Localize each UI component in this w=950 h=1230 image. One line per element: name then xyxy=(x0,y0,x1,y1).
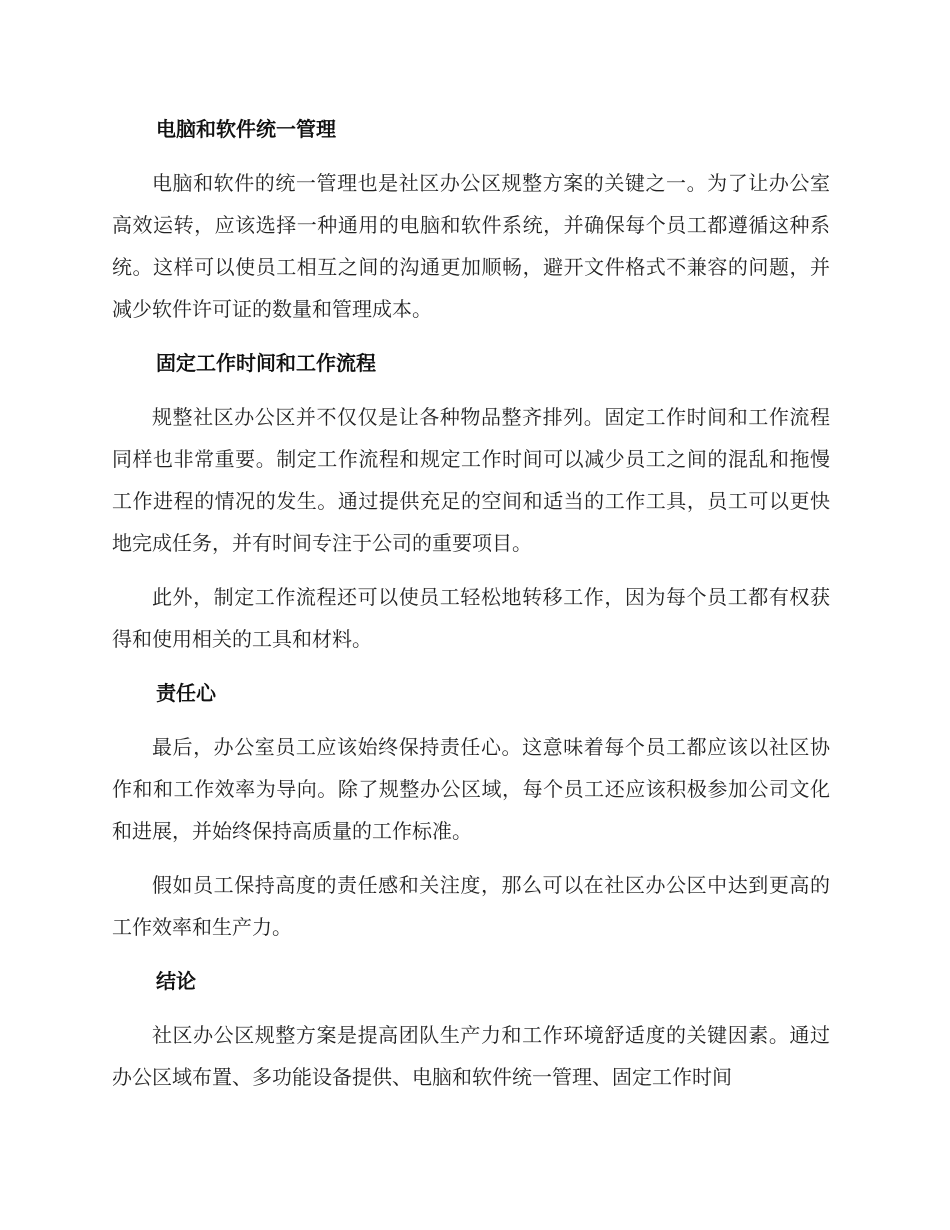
paragraph-work-time-process-2: 此外，制定工作流程还可以使员工轻松地转移工作，因为每个员工都有权获得和使用相关的工具和材料。 xyxy=(112,585,830,651)
section-heading-work-time-process: 固定工作时间和工作流程 xyxy=(156,351,376,375)
paragraph-work-time-process-1: 规整社区办公区并不仅仅是让各种物品整齐排列。固定工作时间和工作流程同样也非常重要。制定工作流程和规定工作时间可以减少员工之间的混乱和拖慢工作进程的情况的发生。通过提供充足的空间和适当的工作工具，员工可以更快地完成任务，并有时间专注于公司的重要项目。 xyxy=(112,405,830,555)
section-heading-computer-software: 电脑和软件统一管理 xyxy=(156,117,336,141)
paragraph-conclusion: 社区办公区规整方案是提高团队生产力和工作环境舒适度的关键因素。通过办公区域布置、多功能设备提供、电脑和软件统一管理、固定工作时间 xyxy=(112,1023,830,1089)
section-heading-conclusion: 结论 xyxy=(156,969,196,993)
section-heading-responsibility: 责任心 xyxy=(156,681,216,705)
paragraph-computer-software: 电脑和软件的统一管理也是社区办公区规整方案的关键之一。为了让办公室高效运转，应该选择一种通用的电脑和软件系统，并确保每个员工都遵循这种系统。这样可以使员工相互之间的沟通更加顺畅，避开文件格式不兼容的问题，并减少软件许可证的数量和管理成本。 xyxy=(112,171,830,321)
paragraph-responsibility-2: 假如员工保持高度的责任感和关注度，那么可以在社区办公区中达到更高的工作效率和生产力。 xyxy=(112,873,830,939)
paragraph-responsibility-1: 最后，办公室员工应该始终保持责任心。这意味着每个员工都应该以社区协作和和工作效率为导向。除了规整办公区域，每个员工还应该积极参加公司文化和进展，并始终保持高质量的工作标准。 xyxy=(112,735,830,843)
document-body xyxy=(112,108,830,1098)
